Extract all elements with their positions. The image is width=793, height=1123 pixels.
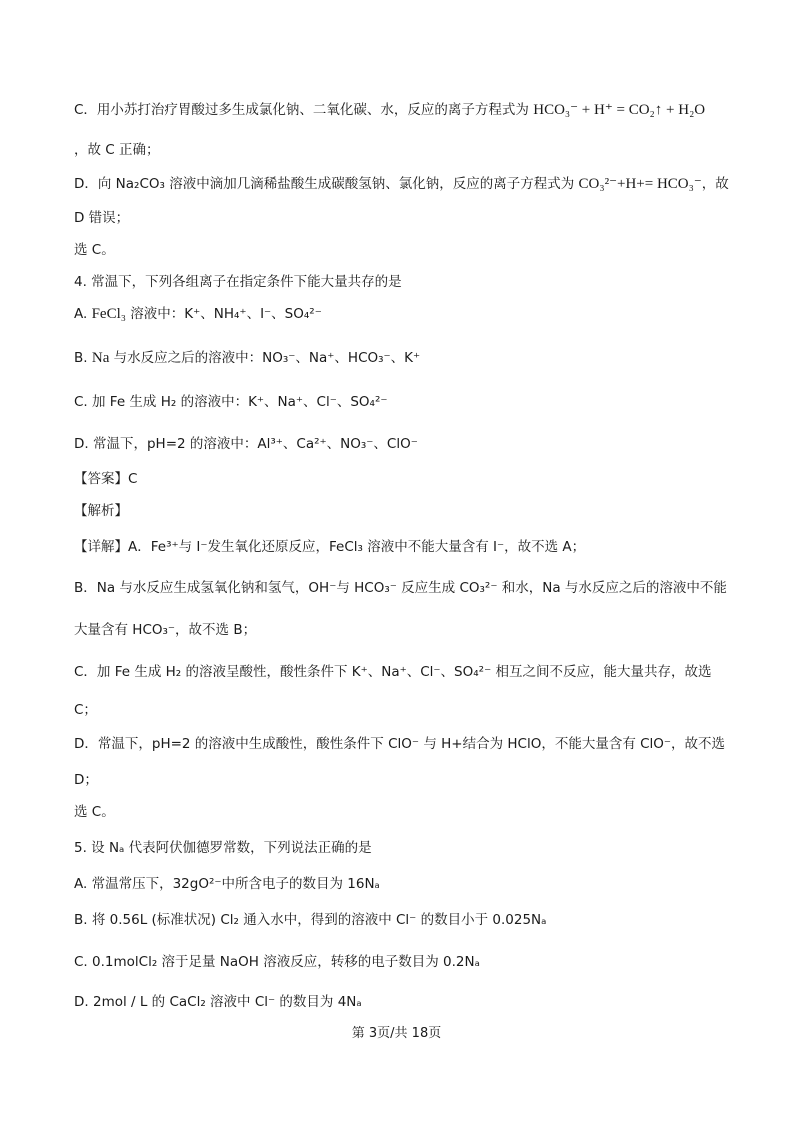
option-b-label: B.	[74, 350, 88, 366]
question-4-option-a	[74, 304, 322, 324]
option-c-text: C．用小苏打治疗胃酸过多生成氯化钠、二氧化碳、水，反应的离子方程式为	[74, 102, 529, 118]
option-b-text: 与水反应之后的溶液中：NO₃⁻、Na⁺、HCO₃⁻、K⁺	[113, 350, 421, 366]
detail-b-line-2: 大量含有 HCO₃⁻，故不选 B；	[74, 622, 257, 638]
option-d-line	[74, 174, 729, 194]
detail-d-line-2: D；	[74, 772, 98, 788]
question-5-option-c: C. 0.1molCl₂ 溶于足量 NaOH 溶液反应，转移的电子数目为 0.2Nₐ	[74, 954, 480, 970]
option-c-equation: HCO₃⁻ + H⁺ = CO₂↑ + H₂O	[533, 102, 706, 118]
option-d-continuation: D 错误；	[74, 210, 130, 226]
option-b-chem: Na	[91, 350, 110, 366]
detail-c-line-1: C．加 Fe 生成 H₂ 的溶液呈酸性，酸性条件下 K⁺、Na⁺、Cl⁻、SO₄²⁻ 相互之间不反应，能大量共存，故选	[74, 664, 712, 680]
question-5-stem: 5. 设 Nₐ 代表阿伏伽德罗常数，下列说法正确的是	[74, 840, 372, 856]
question-5-option-d: D. 2mol / L 的 CaCl₂ 溶液中 Cl⁻ 的数目为 4Nₐ	[74, 994, 362, 1010]
question-5-option-b: B. 将 0.56L (标准状况) Cl₂ 通入水中，得到的溶液中 Cl⁻ 的数目小于 0.025Nₐ	[74, 912, 547, 928]
page-footer: 第 3页/共 18页	[351, 1026, 442, 1041]
option-d-text: D．向 Na₂CO₃ 溶液中滴加几滴稀盐酸生成碳酸氢钠、氯化钠，反应的离子方程式为	[74, 176, 575, 192]
question-4-option-c: C. 加 Fe 生成 H₂ 的溶液中：K⁺、Na⁺、Cl⁻、SO₄²⁻	[74, 394, 388, 410]
choose-c-second: 选 C。	[74, 804, 115, 820]
option-a-label: A.	[74, 306, 88, 322]
detail-d-line-1: D．常温下，pH=2 的溶液中生成酸性，酸性条件下 ClO⁻ 与 H+结合为 HClO，不能大量含有 ClO⁻，故不选	[74, 736, 726, 752]
option-d-equation: CO₃²⁻+H+= HCO₃⁻	[578, 176, 702, 192]
option-c-continuation: ，故 C 正确；	[74, 142, 160, 158]
option-a-text: 溶液中：K⁺、NH₄⁺、I⁻、SO₄²⁻	[130, 306, 322, 322]
option-d-tail: ，故	[701, 176, 729, 192]
detail-b-line-1: B．Na 与水反应生成氢氧化钠和氢气，OH⁻与 HCO₃⁻ 反应生成 CO₃²⁻ 和水，Na 与水反应之后的溶液中不能	[74, 580, 727, 596]
answer-label: 【答案】C	[74, 471, 138, 487]
option-c-line	[74, 100, 705, 120]
choose-c-first: 选 C。	[74, 242, 115, 258]
analysis-label: 【解析】	[74, 503, 128, 519]
detail-a: 【详解】A．Fe³⁺与 I⁻发生氧化还原反应，FeCl₃ 溶液中不能大量含有 I⁻，故不选 A；	[74, 539, 586, 555]
question-5-option-a: A. 常温常压下，32gO²⁻中所含电子的数目为 16Nₐ	[74, 876, 380, 892]
question-4-option-b	[74, 348, 420, 368]
question-4-option-d: D. 常温下，pH=2 的溶液中：Al³⁺、Ca²⁺、NO₃⁻、ClO⁻	[74, 436, 418, 452]
detail-c-line-2: C；	[74, 702, 97, 718]
option-a-chem: FeCl₃	[91, 306, 126, 322]
question-4-stem: 4. 常温下，下列各组离子在指定条件下能大量共存的是	[74, 274, 402, 290]
